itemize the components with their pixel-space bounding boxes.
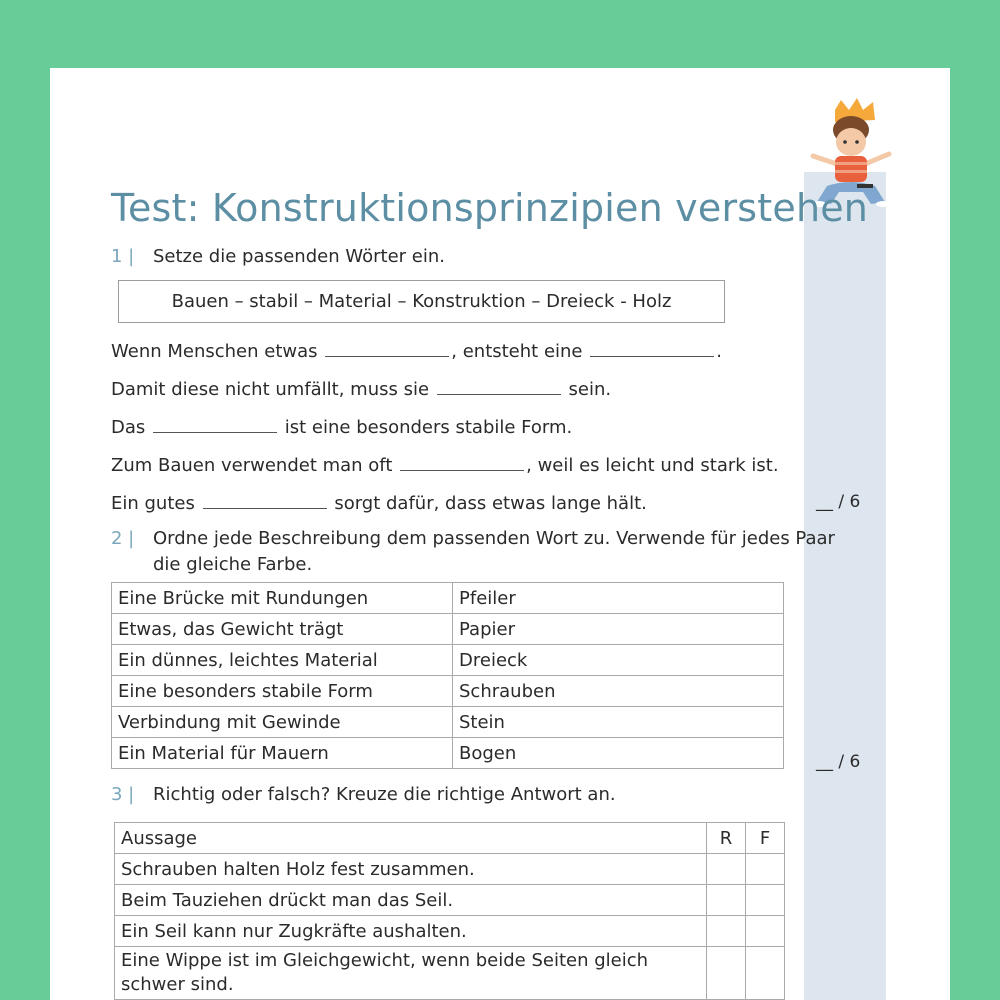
falsch-checkbox-cell[interactable] (746, 854, 785, 885)
table-row (112, 645, 784, 676)
sentence-4 (111, 452, 779, 476)
description-cell[interactable]: Eine besonders stabile Form (112, 676, 453, 707)
word-cell[interactable]: Stein (453, 707, 784, 738)
word-cell[interactable]: Bogen (453, 738, 784, 769)
statement-cell: Schrauben halten Holz fest zusammen. (115, 854, 707, 885)
fill-blank[interactable] (437, 376, 561, 395)
table-row (112, 707, 784, 738)
task1-number: 1 | (111, 246, 135, 267)
description-cell[interactable]: Etwas, das Gewicht trägt (112, 614, 453, 645)
sentence-text: , weil es leicht und stark ist. (526, 455, 779, 476)
task1-heading (111, 246, 445, 267)
table-row (115, 885, 785, 916)
sentence-text: sorgt dafür, dass etwas lange hält. (334, 493, 647, 514)
sentence-text: ist eine besonders stabile Form. (284, 417, 573, 438)
table-row (112, 738, 784, 769)
table-row (112, 676, 784, 707)
task1-score: __ / 6 (816, 492, 861, 512)
task2-heading (111, 528, 835, 549)
description-cell[interactable]: Eine Brücke mit Rundungen (112, 583, 453, 614)
word-cell[interactable]: Papier (453, 614, 784, 645)
fill-blank[interactable] (153, 414, 277, 433)
task3-heading (111, 784, 616, 805)
score-margin-bar (804, 172, 886, 1000)
task3-instruction: Richtig oder falsch? Kreuze die richtige Antwort an. (153, 784, 616, 805)
sentence-2 (111, 376, 611, 400)
description-cell[interactable]: Ein Material für Mauern (112, 738, 453, 769)
sentence-text: Das (111, 417, 146, 438)
fill-blank[interactable] (203, 490, 327, 509)
worksheet-page (50, 68, 950, 1000)
richtig-checkbox-cell[interactable] (707, 885, 746, 916)
task2-instruction-line1: Ordne jede Beschreibung dem passenden Wort zu. Verwende für jedes Paar (153, 528, 835, 549)
description-cell[interactable]: Verbindung mit Gewinde (112, 707, 453, 738)
word-cell[interactable]: Pfeiler (453, 583, 784, 614)
table-row (112, 583, 784, 614)
page-title: Test: Konstruktionsprinzipien verstehen (111, 186, 869, 230)
statement-cell: Eine Wippe ist im Gleichgewicht, wenn beide Seiten gleich schwer sind. (115, 947, 707, 1000)
sentence-text: . (716, 341, 722, 362)
task3-number: 3 | (111, 784, 135, 805)
richtig-checkbox-cell[interactable] (707, 947, 746, 1000)
falsch-checkbox-cell[interactable] (746, 947, 785, 1000)
falsch-checkbox-cell[interactable] (746, 885, 785, 916)
word-cell[interactable]: Dreieck (453, 645, 784, 676)
header-statement: Aussage (115, 823, 707, 854)
description-cell[interactable]: Ein dünnes, leichtes Material (112, 645, 453, 676)
sentence-3 (111, 414, 572, 438)
header-richtig: R (707, 823, 746, 854)
fill-blank[interactable] (400, 452, 524, 471)
fill-blank[interactable] (590, 338, 714, 357)
table-row (115, 854, 785, 885)
sentence-text: Ein gutes (111, 493, 195, 514)
sentence-5 (111, 490, 647, 514)
sentence-text: Zum Bauen verwendet man oft (111, 455, 393, 476)
sentence-text: , entsteht eine (451, 341, 583, 362)
word-cell[interactable]: Schrauben (453, 676, 784, 707)
fill-blank[interactable] (325, 338, 449, 357)
task2-instruction-line2: die gleiche Farbe. (153, 554, 313, 575)
sentence-text: sein. (568, 379, 612, 400)
task1-instruction: Setze die passenden Wörter ein. (153, 246, 445, 267)
table-row (115, 947, 785, 1000)
word-bank: Bauen – stabil – Material – Konstruktion – Dreieck - Holz (118, 280, 725, 323)
statement-cell: Ein Seil kann nur Zugkräfte aushalten. (115, 916, 707, 947)
sentence-text: Wenn Menschen etwas (111, 341, 318, 362)
statement-cell: Beim Tauziehen drückt man das Seil. (115, 885, 707, 916)
richtig-checkbox-cell[interactable] (707, 916, 746, 947)
task2-number: 2 | (111, 528, 135, 549)
matching-table (111, 582, 784, 769)
sentence-text: Damit diese nicht umfällt, muss sie (111, 379, 430, 400)
table-header-row (115, 823, 785, 854)
table-row (115, 916, 785, 947)
task2-score: __ / 6 (816, 752, 861, 772)
falsch-checkbox-cell[interactable] (746, 916, 785, 947)
richtig-checkbox-cell[interactable] (707, 854, 746, 885)
true-false-table (114, 822, 785, 1000)
header-falsch: F (746, 823, 785, 854)
table-row (112, 614, 784, 645)
sentence-1 (111, 338, 722, 362)
